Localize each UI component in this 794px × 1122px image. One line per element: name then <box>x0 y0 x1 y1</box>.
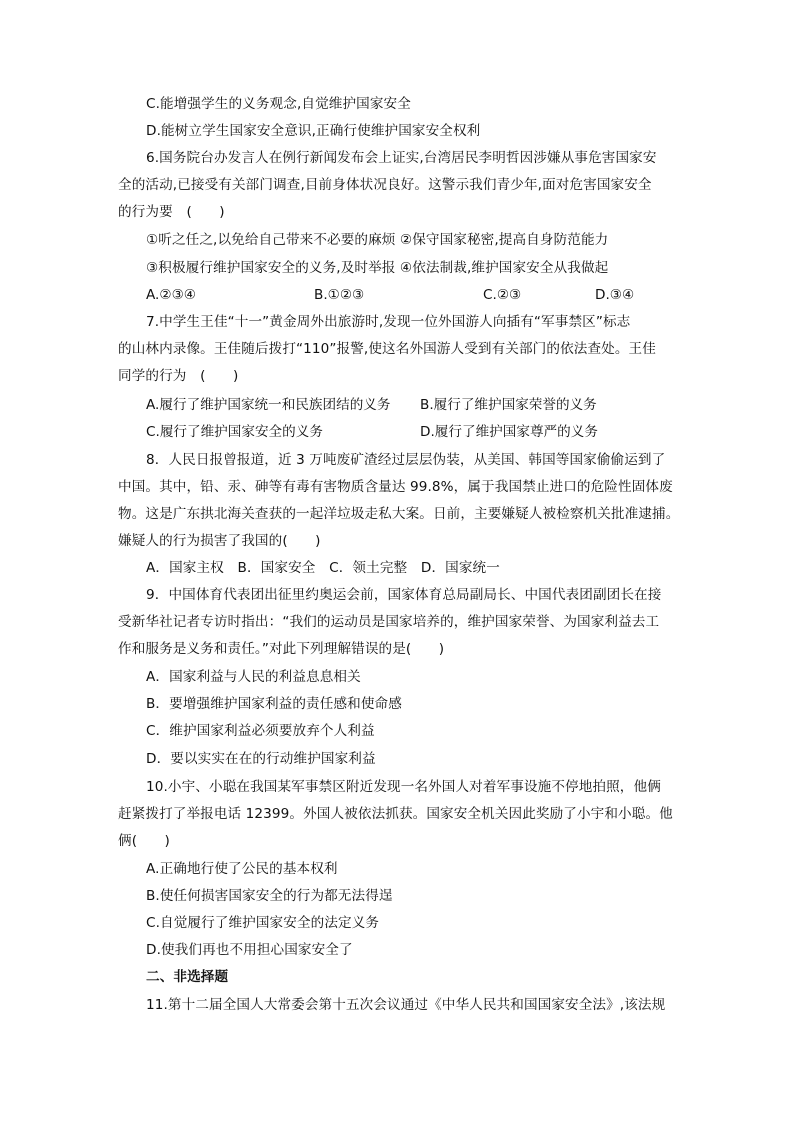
q8-stem-line-1: 8．人民日报曾报道，近 3 万吨废矿渣经过层层伪装，从美国、韩国等国家偷偷运到了 <box>146 452 666 468</box>
q7-stem-line-3: 同学的行为 ( ) <box>118 368 239 384</box>
q6-statement-line-2: ③积极履行维护国家安全的义务,及时举报 ④依法制裁,维护国家安全从我做起 <box>146 260 609 276</box>
q10-option-c: C.自觉履行了维护国家安全的法定义务 <box>146 915 380 931</box>
q10-stem-line-3: 俩( ) <box>118 833 170 849</box>
q10-stem-line-2: 赶紧拨打了举报电话 12399。外国人被依法抓获。国家安全机关因此奖励了小宇和小聪。他 <box>118 806 673 822</box>
q5-option-d: D.能树立学生国家安全意识,正确行使维护国家安全权利 <box>146 123 481 139</box>
q8-stem-line-2: 中国。其中，铅、汞、砷等有毒有害物质含量达 99.8%，属于我国禁止进口的危险性固体废 <box>118 479 673 495</box>
q10-option-d: D.使我们再也不用担心国家安全了 <box>146 942 353 958</box>
q9-option-b: B．要增强维护国家利益的责任感和使命感 <box>146 696 402 712</box>
q9-option-d: D．要以实实在在的行动维护国家利益 <box>146 751 376 767</box>
q9-stem-line-3: 作和服务是义务和责任。”对此下列理解错误的是( ) <box>118 641 445 657</box>
q7-stem-line-1: 7.中学生王佳“十一”黄金周外出旅游时,发现一位外国游人向插有“军事禁区”标志 <box>146 314 631 330</box>
q6-stem-line-2: 全的活动,已接受有关部门调查,目前身体状况良好。这警示我们青少年,面对危害国家安全 <box>118 177 652 193</box>
q8-options: A．国家主权 B．国家安全 C．领土完整 D．国家统一 <box>146 560 500 576</box>
q8-stem-line-3: 物。这是广东拱北海关查获的一起洋垃圾走私大案。日前，主要嫌疑人被检察机关批准逮捕。 <box>118 506 680 522</box>
q10-option-a: A.正确地行使了公民的基本权利 <box>146 861 338 877</box>
q7-option-a: A.履行了维护国家统一和民族团结的义务 <box>146 397 391 413</box>
section-heading-non-choice: 二、非选择题 <box>146 969 229 985</box>
q6-option-a: A.②③④ <box>146 287 196 303</box>
q10-stem-line-1: 10.小宇、小聪在我国某军事禁区附近发现一名外国人对着军事设施不停地拍照，他俩 <box>146 779 661 795</box>
q9-stem-line-1: 9．中国体育代表团出征里约奥运会前，国家体育总局副局长、中国代表团副团长在接 <box>146 587 662 603</box>
q10-option-b: B.使任何损害国家安全的行为都无法得逞 <box>146 888 393 904</box>
q6-stem-line-3: 的行为要 ( ) <box>118 204 225 220</box>
q6-option-d: D.③④ <box>595 287 635 303</box>
q6-option-c: C.②③ <box>483 287 522 303</box>
q6-option-b: B.①②③ <box>314 287 365 303</box>
q7-option-b: B.履行了维护国家荣誉的义务 <box>420 397 597 413</box>
q7-option-c: C.履行了维护国家安全的义务 <box>146 424 323 440</box>
q11-stem-line-1: 11.第十二届全国人大常委会第十五次会议通过《中华人民共和国国家安全法》,该法规 <box>146 997 666 1013</box>
q8-stem-line-4: 嫌疑人的行为损害了我国的( ) <box>118 533 321 549</box>
q6-statement-line-1: ①听之任之,以免给自己带来不必要的麻烦 ②保守国家秘密,提高自身防范能力 <box>146 232 609 248</box>
q7-stem-line-2: 的山林内录像。王佳随后拨打“110”报警,使这名外国游人受到有关部门的依法查处。王佳 <box>118 341 656 357</box>
q6-stem-line-1: 6.国务院台办发言人在例行新闻发布会上证实,台湾居民李明哲因涉嫌从事危害国家安 <box>146 150 657 166</box>
q9-option-a: A．国家利益与人民的利益息息相关 <box>146 669 361 685</box>
q5-option-c: C.能增强学生的义务观念,自觉维护国家安全 <box>146 96 411 112</box>
q9-option-c: C．维护国家利益必须要放弃个人利益 <box>146 723 375 739</box>
q9-stem-line-2: 受新华社记者专访时指出：“我们的运动员是国家培养的，维护国家荣誉、为国家利益去工 <box>118 614 660 630</box>
q7-option-d: D.履行了维护国家尊严的义务 <box>420 424 598 440</box>
